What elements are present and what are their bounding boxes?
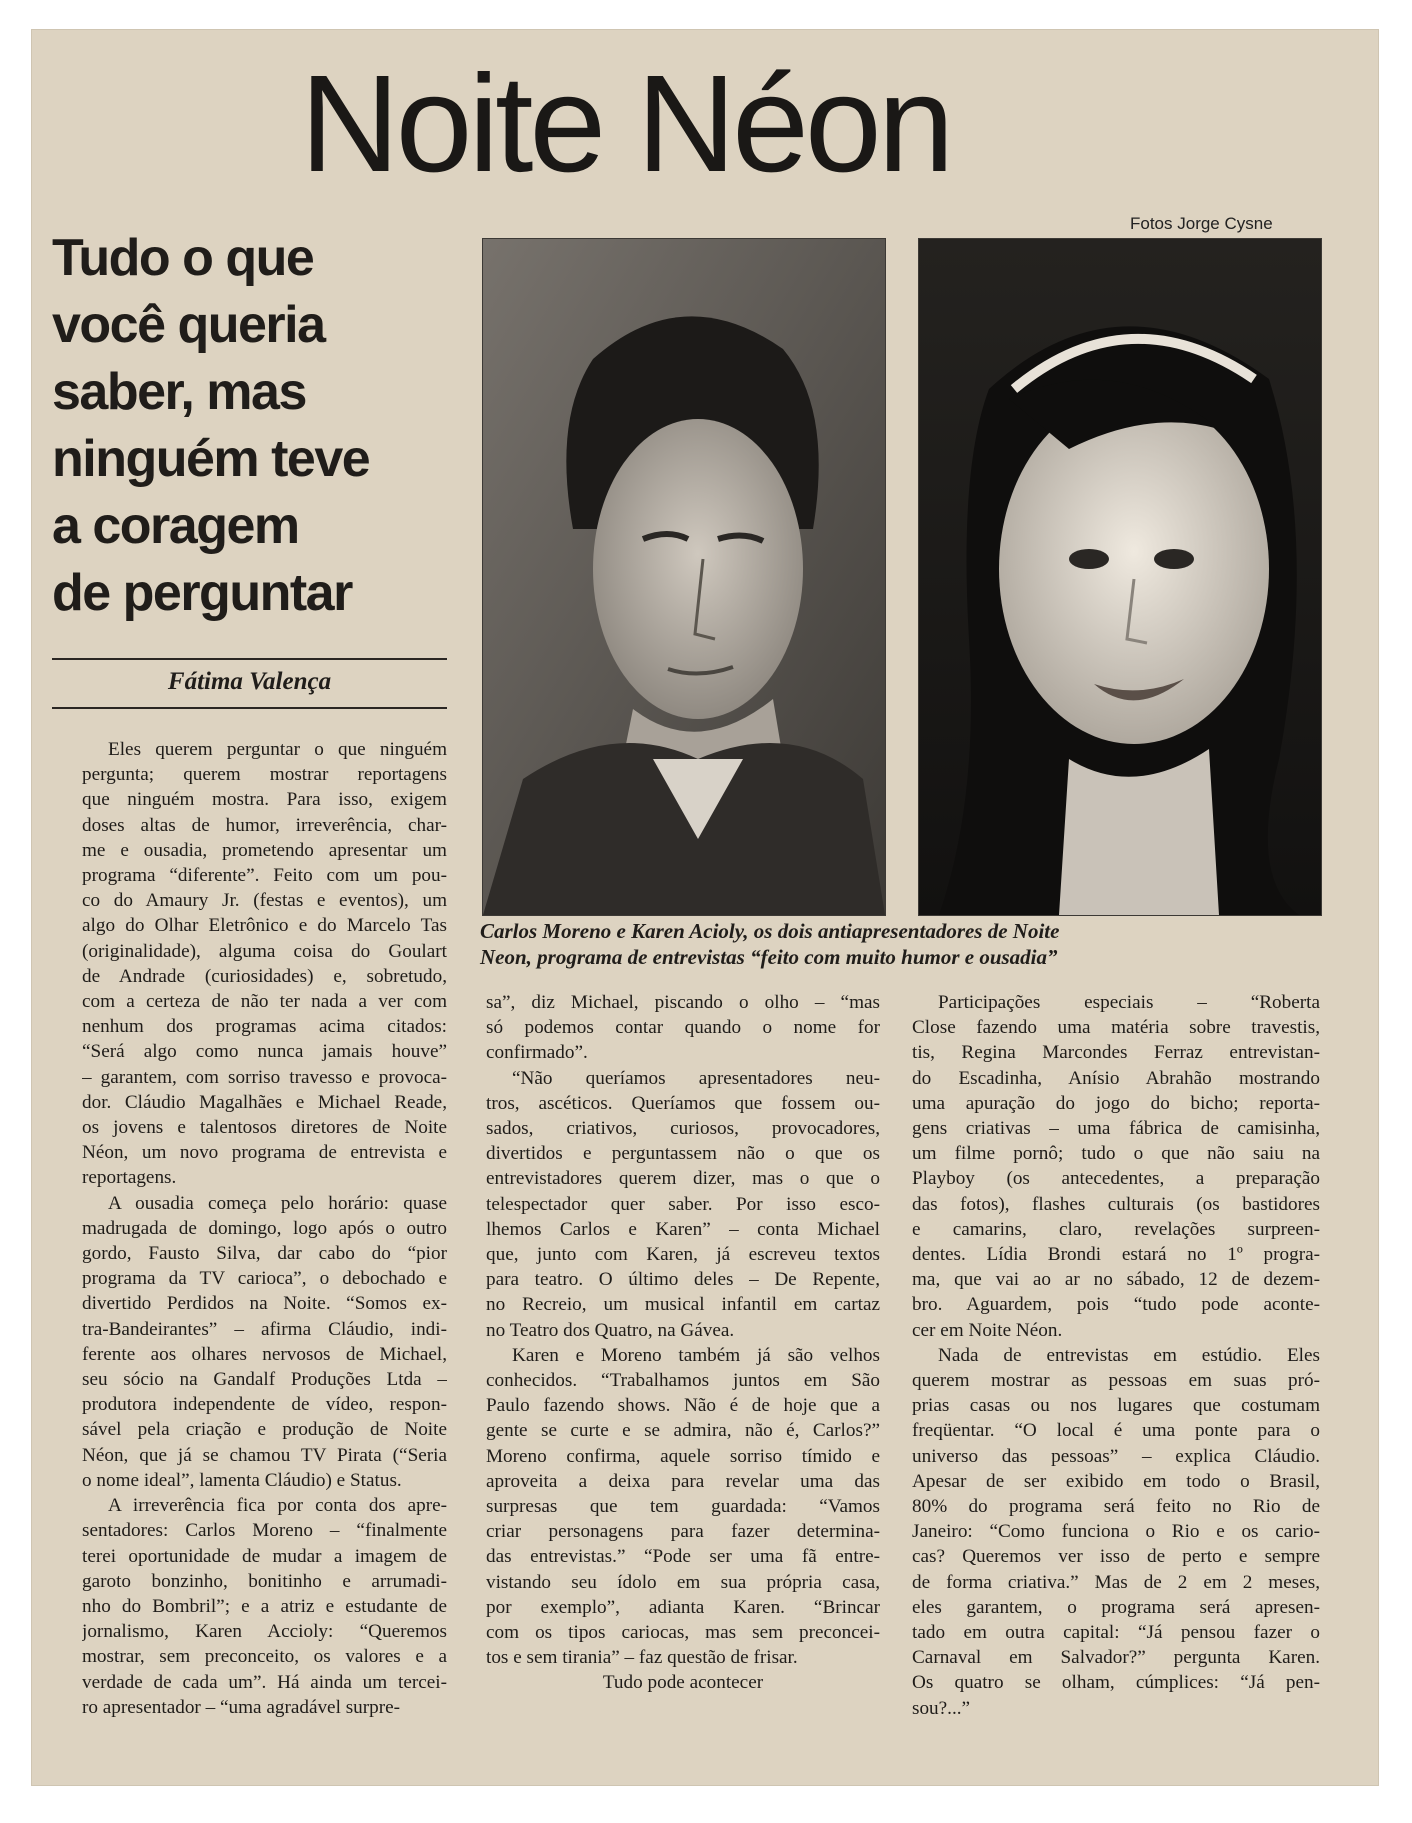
article-column-3 [912,990,1320,1721]
article-line: aproveita a deixa para revelar uma das [486,1470,880,1492]
article-line: querem mostrar as pessoas em suas pró- [912,1370,1320,1392]
article-line: o nome ideal”, lamenta Cláudio) e Status. [82,1469,402,1491]
caption-line: Neon, programa de entrevistas “feito com muito humor e ousadia” [480,945,1058,969]
article-line: gente se curte e se admira, não é, Carlos?” [486,1420,880,1442]
article-line: pergunta; querem mostrar reportagens [82,764,447,786]
article-line: os jovens e talentosos diretores de Noite [82,1117,447,1139]
article-line: com os tipos cariocas, mas sem preconcei- [486,1622,880,1644]
article-line: Paulo fazendo shows. Não é de hoje que a [486,1395,880,1417]
article-line: que ninguém mostra. Para isso, exigem [82,789,447,811]
article-line: Karen e Moreno também já são velhos [512,1344,880,1366]
article-line: gens criativas – uma fábrica de camisinha, [912,1118,1320,1140]
article-line: nho do Bombril”; e a atriz e estudante de [82,1595,447,1617]
article-line: conhecidos. “Trabalhamos juntos em São [486,1370,880,1392]
article-line: verdade de cada um”. Há ainda um tercei- [82,1671,447,1693]
article-line: Tudo pode acontecer [602,1672,764,1694]
article-line: tros, ascéticos. Queríamos que fossem ou- [486,1092,880,1114]
article-line: – garantem, com sorriso travesso e provoca- [82,1066,447,1088]
article-line: “Não queríamos apresentadores neu- [512,1067,880,1089]
article-line: Playboy (os antecedentes, a preparação [912,1168,1320,1190]
article-line: telespectador quer saber. Por isso esco- [486,1193,880,1215]
article-line: co do Amaury Jr. (festas e eventos), um [82,890,447,912]
article-line: lhemos Carlos e Karen” – conta Michael [486,1218,880,1240]
byline-rule-bottom [52,707,447,709]
article-line: Participações especiais – “Roberta [938,992,1320,1013]
article-line: bro. Aguardem, pois “tudo pode aconte- [912,1294,1320,1316]
article-line: ma, que vai ao ar no sábado, 12 de dezem- [912,1269,1320,1291]
headline-line: a coragem [52,497,299,555]
article-line: por exemplo”, adianta Karen. “Brincar [486,1596,880,1618]
article-line: Eles querem perguntar o que ninguém [108,739,447,760]
article-line: universo das pessoas” – explica Cláudio. [912,1445,1320,1467]
headline-line: você queria [52,296,325,354]
article-line: eles garantem, o programa será apresen- [912,1596,1320,1618]
article-line: divertidos e perguntassem não o que os [486,1143,880,1165]
article-line: entrevistadores querem dizer, mas o que o [486,1168,880,1190]
article-line: uma apuração do jogo do bicho; reporta- [912,1092,1320,1114]
article-line: cas? Queremos ver isso de perto e sempre [912,1546,1320,1568]
article-line: seu sócio na Gandalf Produções Ltda – [82,1369,447,1391]
article-line: sa”, diz Michael, piscando o olho – “mas [486,992,880,1013]
article-line: gordo, Fausto Silva, dar cabo do “pior [82,1243,447,1265]
article-line: criar personagens para fazer determina- [486,1521,880,1543]
article-column-2 [486,990,880,1696]
photo-karen-acioly [918,238,1322,916]
article-line: de forma criativa.” Mas de 2 em 2 meses, [912,1571,1320,1593]
article-line: cer em Noite Néon. [912,1319,1063,1341]
article-line: programa da TV carioca”, o debochado e [82,1268,447,1290]
article-line: um filme pornô; tudo o que não saiu na [912,1143,1320,1165]
article-line: produtora independente de vídeo, respon- [82,1394,447,1416]
article-line: e camarins, claro, revelações surpreen- [912,1218,1320,1240]
article-line: algo do Olhar Eletrônico e do Marcelo Tas [82,915,447,937]
masthead: Noite Néon [300,47,951,201]
article-line: que, junto com Karen, já escreveu textos [486,1244,880,1266]
headline-line: de perguntar [52,564,352,622]
article-column-1 [82,737,447,1720]
article-line: Moreno confirma, aquele sorriso tímido e [486,1445,880,1467]
article-line: doses altas de humor, irreverência, char- [82,814,447,836]
article-line: tos e sem tirania” – faz questão de frisar. [486,1647,798,1669]
article-line: sou?...” [912,1697,971,1719]
headline-line: ninguém teve [52,430,370,488]
article-line: Carnaval em Salvador?” pergunta Karen. [912,1647,1320,1669]
byline-rule-top [52,658,447,660]
photo-caption [480,918,1340,970]
article-line: freqüentar. “O local é uma ponte para o [912,1420,1320,1442]
article-line: surpresas que tem guardada: “Vamos [486,1496,880,1518]
photo-carlos-moreno [482,238,886,916]
article-line: mostrar, sem preconceito, os valores e a [82,1646,447,1668]
article-line: reportagens. [82,1167,177,1189]
article-line: sável pela criação e produção de Noite [82,1419,447,1441]
article-line: do Escadinha, Anísio Abrahão mostrando [912,1067,1320,1089]
caption-line: Carlos Moreno e Karen Acioly, os dois antiapresentadores de Noite [480,919,1060,943]
article-line: Néon, um novo programa de entrevista e [82,1142,447,1164]
article-line: Nada de entrevistas em estúdio. Eles [938,1344,1320,1366]
article-line: tado em outra capital: “Já pensou fazer o [912,1622,1320,1644]
article-line: tis, Regina Marcondes Ferraz entrevistan- [912,1042,1320,1064]
article-line: A irreverência fica por conta dos apre- [108,1495,447,1517]
article-line: só podemos contar quando o nome for [486,1017,880,1039]
photo-credit: Fotos Jorge Cysne [1130,214,1273,233]
article-line: dor. Cláudio Magalhães e Michael Reade, [82,1091,447,1113]
article-line: sados, criativos, curiosos, provocadores, [486,1118,880,1140]
article-line: Janeiro: “Como funciona o Rio e os cario- [912,1521,1320,1543]
article-line: programa “diferente”. Feito com um pou- [82,865,447,887]
article-line: garoto bonzinho, bonitinho e arrumadi- [82,1570,447,1592]
article-line: jornalismo, Karen Accioly: “Queremos [82,1621,447,1643]
article-line: madrugada de domingo, logo após o outro [82,1217,447,1239]
article-line: A ousadia começa pelo horário: quase [108,1192,447,1214]
article-line: tra-Bandeirantes” – afirma Cláudio, indi- [82,1318,447,1340]
article-line: Os quatro se olham, cúmplices: “Já pen- [912,1672,1320,1694]
article-line: vistando seu ídolo em sua própria casa, [486,1571,880,1593]
article-line: 80% do programa será feito no Rio de [912,1496,1320,1518]
headline [52,225,452,627]
headline-line: Tudo o que [52,229,314,287]
article-line: “Será algo como nunca jamais houve” [82,1041,447,1063]
article-line: ferente aos olhares nervosos de Michael, [82,1343,447,1365]
article-line: dentes. Lídia Brondi estará no 1º progra- [912,1244,1320,1266]
article-line: Néon, que já se chamou TV Pirata (“Seria [82,1444,447,1466]
article-line: com a certeza de não ter nada a ver com [82,991,447,1013]
article-line: para teatro. O último deles – De Repente, [486,1269,880,1291]
headline-line: saber, mas [52,363,306,421]
article-line: (originalidade), alguma coisa do Goulart [82,940,447,962]
article-line: Close fazendo uma matéria sobre travestis, [912,1017,1320,1039]
article-line: no Teatro dos Quatro, na Gávea. [486,1319,735,1341]
article-line: das fotos), flashes culturais (os bastidores [912,1193,1320,1215]
article-line: terei oportunidade de mudar a imagem de [82,1545,447,1567]
article-line: me e ousadia, prometendo apresentar um [82,839,447,861]
article-line: sentadores: Carlos Moreno – “finalmente [82,1520,447,1542]
article-line: no Recreio, um musical infantil em cartaz [486,1294,880,1316]
article-line: divertido Perdidos na Noite. “Somos ex- [82,1293,447,1315]
article-line: nenhum dos programas acima citados: [82,1016,447,1038]
article-line: de Andrade (curiosidades) e, sobretudo, [82,965,447,987]
article-line: Apesar de ser exibido em todo o Brasil, [912,1470,1320,1492]
article-line: das entrevistas.” “Pode ser uma fã entre- [486,1546,880,1568]
article-line: prias casas ou nos lugares que costumam [912,1395,1320,1417]
article-line: ro apresentador – “uma agradável surpre- [82,1696,401,1718]
byline: Fátima Valença [167,668,332,695]
article-line: confirmado”. [486,1042,588,1064]
